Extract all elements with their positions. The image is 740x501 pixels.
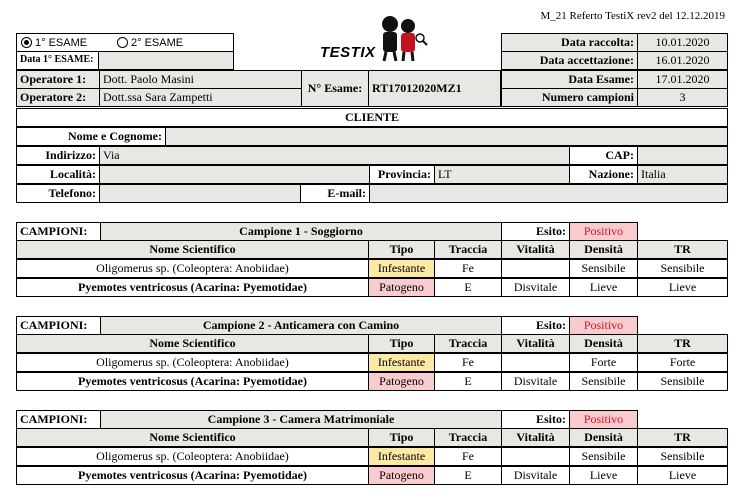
operator2-label: Operatore 2: — [16, 88, 100, 107]
sample-title: Campione 1 - Soggiorno — [100, 222, 502, 241]
column-header-name: Nome Scientifico — [16, 428, 369, 447]
radio-selected-icon — [21, 37, 32, 48]
client-city-label: Località: — [16, 165, 100, 184]
sample-cell-densita: Forte — [569, 353, 638, 372]
esito-value: Positivo — [569, 410, 638, 429]
esito-label: Esito: — [501, 410, 570, 429]
sample-cell-tr: Sensibile — [637, 372, 728, 391]
date-collection-value: 10.01.2020 — [637, 33, 728, 52]
client-phone-label: Telefono: — [16, 184, 100, 203]
sample-cell-densita: Sensibile — [569, 372, 638, 391]
operator2-value: Dott.ssa Sara Zampetti — [99, 88, 302, 107]
sample-cell-densita: Sensibile — [569, 447, 638, 466]
sample-cell-tr: Sensibile — [637, 259, 728, 278]
column-header-tr: TR — [637, 334, 728, 353]
client-phone-value — [99, 184, 301, 203]
client-province-label: Provincia: — [369, 165, 435, 184]
sample-cell-name: Pyemotes ventricosus (Acarina: Pyemotidae) — [16, 372, 369, 391]
column-header-tipo: Tipo — [368, 334, 435, 353]
client-address-label: Indirizzo: — [16, 146, 100, 165]
sample-cell-tr: Lieve — [637, 278, 728, 297]
client-address-value: Via — [99, 146, 570, 165]
document-reference: M_21 Referto TestiX rev2 del 12.12.2019 — [540, 10, 725, 22]
column-header-vitalita: Vitalità — [501, 240, 570, 259]
column-header-traccia: Traccia — [434, 334, 502, 353]
exam-second-option[interactable]: 2° ESAME — [117, 35, 183, 51]
esito-value: Positivo — [569, 222, 638, 241]
sample-cell-name: Oligomerus sp. (Coleoptera: Anobiidae) — [16, 259, 369, 278]
sample-cell-tipo: Patogeno — [368, 372, 435, 391]
column-header-densita: Densità — [569, 240, 638, 259]
sample-cell-vitalita: Disvitale — [501, 278, 570, 297]
sample-cell-vitalita — [501, 259, 570, 278]
date-exam-label: Data Esame: — [501, 70, 638, 89]
logo-text: TESTIX — [320, 44, 376, 61]
date-first-exam-value — [98, 51, 234, 70]
client-province-value: LT — [434, 165, 570, 184]
sample-cell-traccia: E — [434, 372, 502, 391]
column-header-traccia: Traccia — [434, 428, 502, 447]
sample-cell-traccia: Fe — [434, 447, 502, 466]
sample-cell-vitalita — [501, 447, 570, 466]
date-acceptance-value: 16.01.2020 — [637, 51, 728, 70]
column-header-vitalita: Vitalità — [501, 428, 570, 447]
column-header-tr: TR — [637, 428, 728, 447]
sample-cell-vitalita: Disvitale — [501, 466, 570, 485]
column-header-densita: Densità — [569, 334, 638, 353]
sample-cell-name: Oligomerus sp. (Coleoptera: Anobiidae) — [16, 447, 369, 466]
client-name-value — [165, 127, 728, 146]
samples-count-label: Numero campioni — [501, 88, 638, 107]
client-name-label: Nome e Cognome: — [16, 127, 166, 146]
sample-title: Campione 2 - Anticamera con Camino — [100, 316, 502, 335]
operator1-label: Operatore 1: — [16, 70, 100, 89]
date-exam-value: 17.01.2020 — [637, 70, 728, 89]
sample-cell-traccia: E — [434, 466, 502, 485]
column-header-tipo: Tipo — [368, 428, 435, 447]
samples-count-value: 3 — [637, 88, 728, 107]
column-header-name: Nome Scientifico — [16, 334, 369, 353]
samples-label: CAMPIONI: — [16, 316, 101, 335]
sample-cell-traccia: E — [434, 278, 502, 297]
testix-logo — [316, 14, 436, 64]
sample-cell-tipo: Patogeno — [368, 278, 435, 297]
sample-title: Campione 3 - Camera Matrimoniale — [100, 410, 502, 429]
esito-value: Positivo — [569, 316, 638, 335]
samples-label: CAMPIONI: — [16, 222, 101, 241]
client-header: CLIENTE — [16, 108, 728, 127]
operator1-value: Dott. Paolo Masini — [99, 70, 302, 89]
sample-cell-name: Pyemotes ventricosus (Acarina: Pyemotidae) — [16, 466, 369, 485]
column-header-traccia: Traccia — [434, 240, 502, 259]
client-nation-value: Italia — [637, 165, 728, 184]
exam-type-selector — [16, 33, 234, 52]
date-acceptance-label: Data accettazione: — [501, 51, 638, 70]
sample-cell-vitalita: Disvitale — [501, 372, 570, 391]
radio-empty-icon — [117, 37, 128, 48]
exam-number-label: N° Esame: — [301, 70, 369, 107]
column-header-name: Nome Scientifico — [16, 240, 369, 259]
sample-cell-tipo: Infestante — [368, 259, 435, 278]
sample-cell-densita: Lieve — [569, 278, 638, 297]
client-cap-label: CAP: — [569, 146, 638, 165]
date-collection-label: Data raccolta: — [501, 33, 638, 52]
sample-cell-traccia: Fe — [434, 353, 502, 372]
sample-cell-name: Pyemotes ventricosus (Acarina: Pyemotidae) — [16, 278, 369, 297]
client-email-value — [369, 184, 728, 203]
sample-cell-vitalita — [501, 353, 570, 372]
esito-label: Esito: — [501, 316, 570, 335]
column-header-densita: Densità — [569, 428, 638, 447]
sample-cell-densita: Sensibile — [569, 259, 638, 278]
column-header-vitalita: Vitalità — [501, 334, 570, 353]
date-first-exam-label: Data 1° ESAME: — [16, 51, 99, 70]
sample-cell-densita: Lieve — [569, 466, 638, 485]
exam-first-option[interactable]: 1° ESAME — [21, 35, 87, 51]
sample-cell-name: Oligomerus sp. (Coleoptera: Anobiidae) — [16, 353, 369, 372]
client-cap-value — [637, 146, 728, 165]
samples-label: CAMPIONI: — [16, 410, 101, 429]
sample-cell-traccia: Fe — [434, 259, 502, 278]
client-email-label: E-mail: — [300, 184, 370, 203]
sample-cell-tr: Forte — [637, 353, 728, 372]
sample-cell-tr: Sensibile — [637, 447, 728, 466]
sample-cell-tipo: Infestante — [368, 447, 435, 466]
sample-cell-tr: Lieve — [637, 466, 728, 485]
client-city-value — [99, 165, 370, 184]
client-nation-label: Nazione: — [569, 165, 638, 184]
esito-label: Esito: — [501, 222, 570, 241]
column-header-tipo: Tipo — [368, 240, 435, 259]
sample-cell-tipo: Infestante — [368, 353, 435, 372]
exam-number-value: RT17012020MZ1 — [368, 70, 501, 107]
column-header-tr: TR — [637, 240, 728, 259]
sample-cell-tipo: Patogeno — [368, 466, 435, 485]
